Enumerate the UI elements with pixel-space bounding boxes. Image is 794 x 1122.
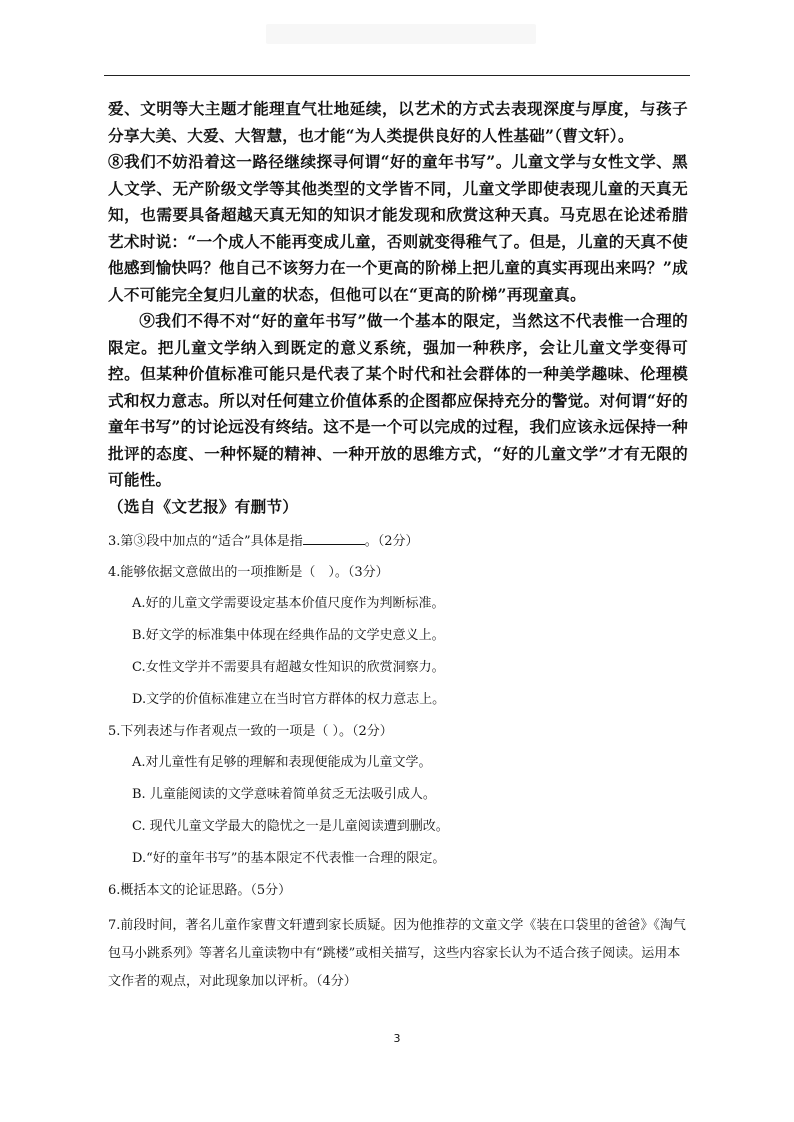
- question-4-option-c: C.女性文学并不需要具有超越女性知识的欣赏洞察力。: [132, 660, 445, 675]
- header-watermark: [266, 24, 536, 44]
- question-4: 4.能够依据文意做出的一项推断是（ ）。（3分）: [108, 565, 389, 580]
- question-6: 6.概括本文的论证思路。（5分）: [108, 883, 292, 898]
- question-5-option-d: D.“好的童年书写”的基本限定不代表惟一合理的限定。: [132, 851, 446, 866]
- paragraph-9: ⑨我们不得不对“好的童年书写”做一个基本的限定，当然这不代表惟一合理的限定。把儿童文学纳入到既定的意义系统，强加一种秩序，会让儿童文学变得可控。但某种价值标准可能只是代表了某个时代和社会群体的一种美学趣味、伦理模式和权力意志。所以对任何建立价值体系的企图都应保持充分的警觉。对何谓“好的童年书写”的讨论远没有终结。这不是一个可以完成的过程，我们应该永远保持一种批评的态度、一种怀疑的精神、一种开放的思维方式，“好的儿童文学”才有无限的可能性。: [108, 311, 688, 489]
- question-7: 7.前段时间，著名儿童作家曹文轩遭到家长质疑。因为他推荐的文童文学《装在口袋里的爸爸》《淘气包马小跳系列》等著名儿童读物中有“跳楼”或相关描写，这些内容家长认为不适合孩子阅读。运用本文作者的观点，对此现象加以评析。（4分）: [108, 918, 686, 989]
- question-3-text: 3.第③段中加点的“适合”具体是指: [108, 534, 303, 549]
- question-3-score: 。（2分）: [364, 534, 419, 549]
- question-5-option-a: A.对儿童性有足够的理解和表现便能成为儿童文学。: [132, 755, 432, 770]
- paragraph-8: ⑧我们不妨沿着这一路径继续探寻何谓“好的童年书写”。儿童文学与女性文学、黑人文学、无产阶级文学等其他类型的文学皆不同，儿童文学即使表现儿童的天真无知，也需要具备超越天真无知的知识才能发现和欣赏这种天真。马克思在论述希腊艺术时说：“一个成人不能再变成儿童，否则就变得稚气了。但是，儿童的天真不使他感到愉快吗？他自己不该努力在一个更高的阶梯上把儿童的真实再现出来吗？”成人不可能完全复归儿童的状态，但他可以在“更高的阶梯”再现童真。: [108, 152, 688, 304]
- passage: [108, 96, 688, 520]
- question-4-option-b: B.好文学的标准集中体现在经典作品的文学史意义上。: [132, 628, 445, 643]
- question-4-option-a: A.好的儿童文学需要设定基本价值尺度作为判断标准。: [132, 596, 445, 611]
- answer-blank[interactable]: [303, 530, 365, 545]
- paragraph-7-continued: 爱、文明等大主题才能理直气壮地延续，以艺术的方式去表现深度与厚度，与孩子分享大美、大爱、大智慧，也才能“为人类提供良好的人性基础”（曹文轩）。: [108, 99, 688, 145]
- question-3: [108, 530, 688, 552]
- questions: [108, 530, 688, 996]
- header-rule: [104, 75, 690, 76]
- page-number: 3: [393, 1032, 401, 1045]
- question-4-option-d: D.文学的价值标准建立在当时官方群体的权力意志上。: [132, 692, 446, 707]
- source-citation: （选自《文艺报》有删节）: [108, 496, 299, 516]
- question-5: 5.下列表述与作者观点一致的一项是（ ）。（2分）: [108, 724, 393, 739]
- question-5-option-c: C. 现代儿童文学最大的隐忧之一是儿童阅读遭到删改。: [132, 819, 449, 834]
- question-5-option-b: B. 儿童能阅读的文学意味着简单贫乏无法吸引成人。: [132, 787, 436, 802]
